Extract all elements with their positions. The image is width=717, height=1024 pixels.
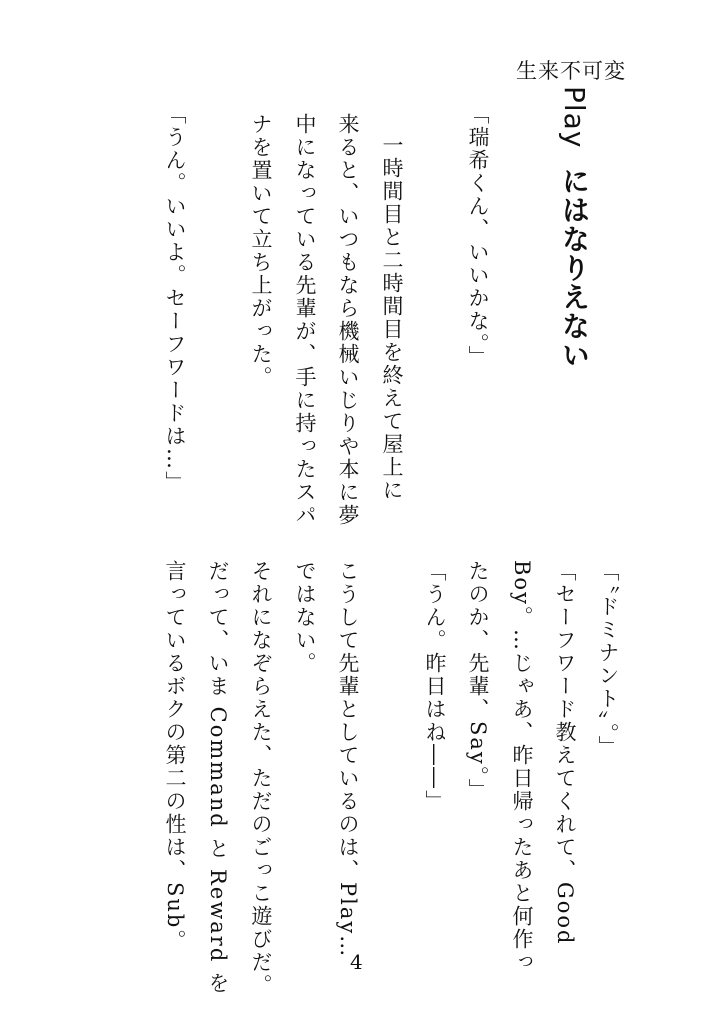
lower-line-3: Boy。…じゃあ、昨日帰ったあと何作っ: [510, 560, 534, 974]
title-japanese: にはなりえない: [558, 166, 591, 370]
upper-line-6: 「うん。いいよ。セーフワードは…」: [163, 103, 187, 494]
page-number: 4: [350, 950, 363, 974]
upper-line-4: 中になっている先輩が、手に持ったスパ: [293, 113, 317, 527]
lower-line-6: こうして先輩としているのは、Play…: [336, 560, 360, 959]
lower-line-5: 「うん。昨日はね――」: [423, 560, 447, 813]
lower-line-8: それになぞらえた、ただのごっこ遊びだ。: [249, 560, 273, 997]
author-name: 生来不可変: [516, 59, 626, 83]
lower-line-2: 「セーフワード教えてくれて、Good: [553, 560, 577, 946]
lower-line-10: 言っているボクの第二の性は、Sub。: [163, 560, 187, 953]
lower-line-4: たのか、先輩、Say。」: [466, 560, 490, 802]
story-title: [558, 86, 591, 370]
upper-line-1: 「瑞希くん、いいかな。」: [466, 103, 490, 369]
upper-line-2: 一時間目と二時間目を終えて屋上に: [380, 134, 404, 502]
upper-line-5: ナを置いて立ち上がった。: [249, 113, 273, 389]
lower-line-9: だって、いま Command と Reward を: [206, 560, 230, 995]
lower-line-1: 「〝ドミナント〟。」: [596, 560, 620, 759]
title-latin: Play: [558, 86, 591, 149]
upper-line-3: 来ると、いつもなら機械いじりや本に夢: [336, 113, 360, 527]
lower-line-7: ではない。: [293, 560, 317, 675]
